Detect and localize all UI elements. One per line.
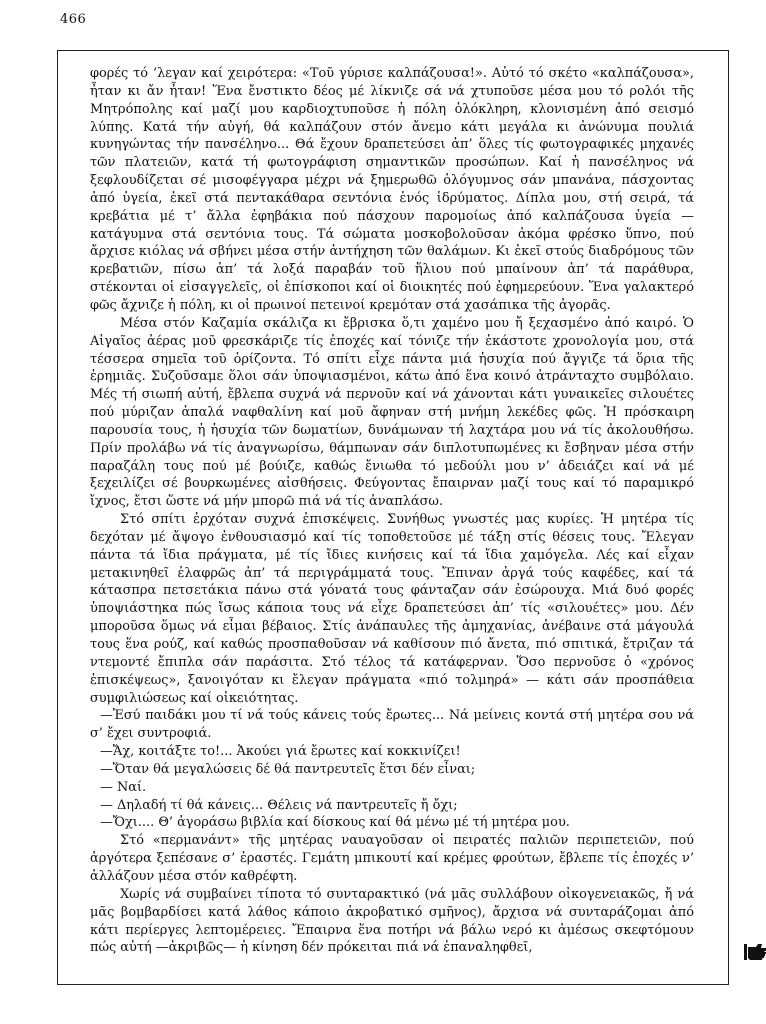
dialog-line-5: — Δηλαδή τί θά κάνεις... Θέλεις νά παντρευτεῖς ἤ ὄχι;: [100, 797, 458, 813]
pointing-hand-icon: [744, 941, 766, 963]
paragraph-4: Στό «περμανάντ» τῆς μητέρας ναυαγοῦσαν οἱ πειρατές παλιῶν περιπετειῶν, πού ἀργότερα ξεπέσανε σ’ ἐραστές. Γεμάτη μπικουτί καί κρέμες φρούτων, ἔβλεπε τίς ἐποχές ν’ ἀλλάζουν μέσα στόν καθρέφτη.: [90, 833, 694, 884]
dialog-line-3: —Ὅταν θά μεγαλώσεις δέ θά παντρευτεῖς ἔτσι δέν εἶναι;: [100, 761, 476, 777]
paragraph-2: Μέσα στόν Καζαμία σκάλιζα κι ἔβρισκα ὅ,τι χαμένο μου ἤ ξεχασμένο ἀπό καιρό. Ὁ Αἰγαῖος ἀέρας μοῦ φρεσκάριζε τίς ἐποχές καί τόνιζε τήν ἑκάστοτε χρονολογία μου, στά τέσσερα σημεῖα τοῦ ὁρίζοντα. Τό σπίτι εἶχε πάντα μιά ἡσυχία πού ἄγγιζε τά ὅρια τῆς ἐρημιᾶς. Συζοῦσαμε ὅλοι σάν ὑποψιασμένοι, κάτω ἀπό ἕνα κοινό ἀτράνταχτο συμβόλαιο. Μές τή σιωπή αὐτή, ἔβλεπα συχνά νά περνοῦν καί νά χάνονται κάτι γυναικεῖες σιλουέτες πού μύριζαν ἁπαλά ναφθαλίνη καί μοῦ ἄφηναν στή μνήμη λεκέδες φῶς. Ἡ πρόσκαιρη παρουσία τους, ἡ ἡσυχία τῶν δωματίων, δυνάμωναν τή λαχτάρα μου νά τίς ἀκολουθήσω. Πρίν προλάβω νά τίς ἀναγνωρίσω, θάμπωναν σάν διπλοτυπωμένες κι ἔσβηναν μέσα στήν παραζάλη τους πού μέ βούιζε, καθώς ἔνιωθα τό μεδούλι μου ν’ ἀδειάζει καί νά μέ ξεχειλίζει σέ βουρκωμένες αἰσθήσεις. Φεύγοντας ἔπαιρναν μαζί τους καί τό παραμικρό ἴχνος, ἔτσι ὥστε νά μήν μπορῶ πιά νά τίς ἀναπλάσω.: [90, 315, 694, 510]
paragraph-1: φορές τό ’λεγαν καί χειρότερα: «Τοῦ γύρισε καλπάζουσα!». Αὐτό τό σκέτο «καλπάζουσα», ἦταν κι ἄν ἦταν! Ἕνα ἔνστικτο δέος μέ λίκνιζε σά νά χτυποῦσε μέσα μου τό ρολόι τῆς Μητρόπολης καί μαζί μου καρδιοχτυποῦσε ἡ πόλη ὁλόκληρη, κλονισμένη ἀπό σεισμό λύπης. Κατά τήν αὐγή, θά καλπάζουν στόν ἄνεμο κάτι μεγάλα κι ἀνώνυμα πουλιά κυνηγώντας τήν πανσέληνο... Θά ἔχουν δραπετεύσει ἀπ’ ὅλες τίς φωτογραφικές μηχανές τῶν πλατειῶν, κατά τή φωτογράφιση σημαντικῶν προσώπων. Καί ἡ πανσέληνος νά ξεφλουδίζεται σέ μισοφέγγαρα μέχρι νά ξημερωθῶ ὀλόγυμνος σάν μπανάνα, πάσχοντας ἀπό ὑγεία, ἐκεῖ στά πεντακάθαρα σεντόνια ἑνός ἱδρύματος. Δίπλα μου, στή σειρά, τά κρεβάτια μέ τ’ ἄλλα ἐφηβάκια πού πάσχουν παρομοίως ἀπό καλπάζουσα ὑγεία — κατάγυμνα στά σεντόνια τους. Τά σώματα μοσκοβολοῦσαν ἀκόμα φρέσκο ὕπνο, πού ἄρχισε κιόλας νά σβήνει μέσα στήν ἀντήχηση τῶν θαλάμων. Κι ἐκεῖ στούς διαδρόμους τῶν κρεβατιῶν, πίσω ἀπ’ τά λοξά παραβάν τοῦ ἥλιου πού μπαίνουν ἀπ’ τά παράθυρα, στέκονται οἱ εἰσαγγελεῖς, οἱ ἐπίσκοποι καί οἱ διοικητές πού ἐφημερεύουν. Ἕνα γαλακτερό φῶς ἄχνιζε ἡ πόλη, κι οἱ πρωινοί πετεινοί κρεμόταν στά χασάπικα τῆς ἀγορᾶς.: [90, 66, 694, 313]
dialog-line-4: — Ναί.: [100, 779, 147, 795]
body-text: [90, 65, 694, 957]
dialog-line-6: —Ὄχι.... Θ’ ἀγοράσω βιβλία καί δίσκους καί θά μένω μέ τή μητέρα μου.: [100, 815, 570, 831]
paragraph-3: Στό σπίτι ἐρχόταν συχνά ἐπισκέψεις. Συνήθως γνωστές μας κυρίες. Ἡ μητέρα τίς δεχόταν μέ ἄψογο ἐνθουσιασμό καί τίς τοποθετοῦσε μέ τάξη στίς θέσεις τους. Ἔλεγαν πάντα τά ἴδια πράγματα, μέ τίς ἴδιες κινήσεις καί τά ἴδια χαμόγελα. Λές καί εἶχαν μετακινηθεῖ ἐλαφρῶς ἀπ’ τά περιγράμματά τους. Ἔπιναν ἀργά τούς καφέδες, καί τά κάτασπρα πετσετάκια πάνω στά γόνατά τους φάνταζαν σάν ἐσώρουχα. Μιά δυό φορές ὑποψιάστηκα πώς ἴσως κάποια τους νά εἶχε δραπετεύσει ἀπ’ τίς «σιλουέτες» μου. Δέν μποροῦσα ὅμως νά εἶμαι βέβαιος. Στίς ἀνάπαυλες τῆς ἀμηχανίας, ἀνέβαινε στά μάγουλά τους ἕνα ρούζ, καί καθώς προσπαθοῦσαν νά καθίσουν πιό ἄνετα, πιό σπιτικά, ἔτριζαν τά ντεμοντέ ἔπιπλα σάν παράσιτα. Στό τέλος τά κατάφερναν. Ὅσο περνοῦσε ὁ «χρόνος ἐπισκέψεως», ξανοιγόταν κι ἔλεγαν πράγματα «πιό τολμηρά» — κάτι σάν προσπάθεια συμφιλιώσεως καί οἰκειότητας.: [90, 512, 694, 706]
page-number: 466: [60, 12, 87, 27]
dialog-line-2: —Ἄχ, κοιτάξτε το!... Ἀκούει γιά ἔρωτες καί κοκκινίζει!: [100, 744, 461, 760]
paragraph-5: Χωρίς νά συμβαίνει τίποτα τό συνταρακτικό (νά μᾶς συλλάβουν οἰκογενειακῶς, ἤ νά μᾶς βομβαρδίσει κατά λάθος κάποιο ἀκροβατικό σμῆνος), ἄρχισα νά συνταράζομαι ἀπό κάτι περίεργες λεπτομέρειες. Ἔπαιρνα ἕνα ποτήρι νά βάλω νερό κι ἀμέσως σκεφτόμουν πώς αὐτή —ἀκριβῶς— ἡ κίνηση δέν πρόκειται πιά νά ἐπαναληφθεῖ,: [90, 886, 694, 956]
dialog-line-1: —Ἐσύ παιδάκι μου τί νά τούς κάνεις τούς ἔρωτες... Νά μείνεις κοντά στή μητέρα σου νά σ’ ἔχει συντροφιά.: [90, 708, 694, 742]
